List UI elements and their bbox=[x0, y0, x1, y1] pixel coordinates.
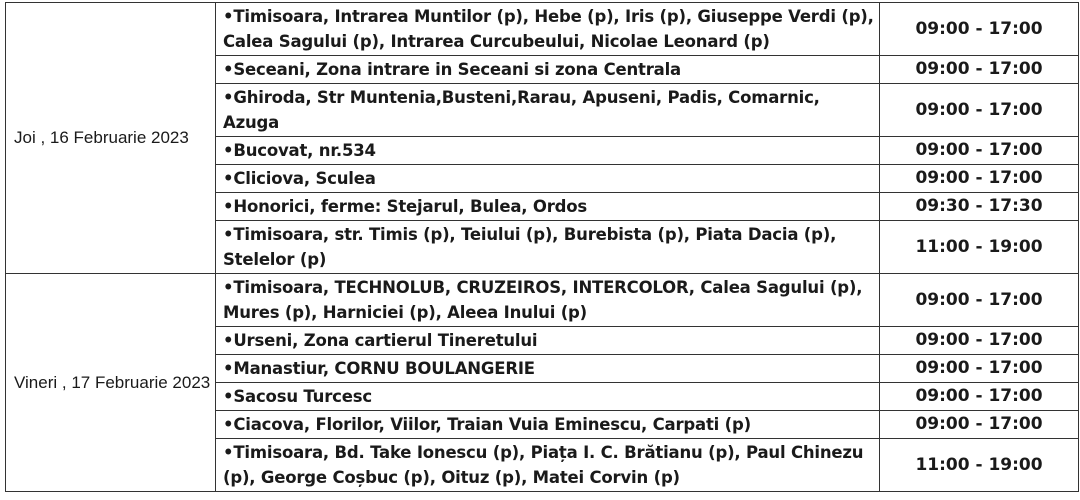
location-text: Bucovat, nr.534 bbox=[233, 141, 376, 160]
bullet: • bbox=[223, 415, 234, 434]
time-cell: 09:00 - 17:00 bbox=[880, 355, 1079, 383]
time-cell: 11:00 - 19:00 bbox=[880, 439, 1079, 492]
day-label: Joi , 16 Februarie 2023 bbox=[6, 3, 216, 274]
time-cell: 09:00 - 17:00 bbox=[880, 411, 1079, 439]
location-cell bbox=[216, 327, 880, 355]
bullet: • bbox=[223, 7, 234, 26]
table-row bbox=[6, 3, 1079, 56]
bullet: • bbox=[223, 225, 234, 244]
time-cell: 09:00 - 17:00 bbox=[880, 165, 1079, 193]
location-text: Sacosu Turcesc bbox=[233, 387, 372, 406]
bullet: • bbox=[223, 278, 234, 297]
location-cell bbox=[216, 355, 880, 383]
bullet: • bbox=[223, 197, 234, 216]
time-cell: 09:00 - 17:00 bbox=[880, 383, 1079, 411]
bullet: • bbox=[223, 60, 234, 79]
time-cell: 09:00 - 17:00 bbox=[880, 327, 1079, 355]
location-text: Honorici, ferme: Stejarul, Bulea, Ordos bbox=[233, 197, 588, 216]
time-cell: 09:30 - 17:30 bbox=[880, 193, 1079, 221]
bullet: • bbox=[223, 443, 234, 462]
location-text: Urseni, Zona cartierul Tineretului bbox=[233, 331, 538, 350]
bullet: • bbox=[223, 387, 234, 406]
location-cell bbox=[216, 221, 880, 274]
bullet: • bbox=[223, 169, 234, 188]
location-text: Timisoara, TECHNOLUB, CRUZEIROS, INTERCOLOR, Calea Sagului (p), Mures (p), Harniciei (p), Aleea Inului (p) bbox=[223, 278, 863, 322]
location-cell bbox=[216, 137, 880, 165]
time-cell: 09:00 - 17:00 bbox=[880, 84, 1079, 137]
location-cell bbox=[216, 56, 880, 84]
time-cell: 09:00 - 17:00 bbox=[880, 137, 1079, 165]
location-text: Manastiur, CORNU BOULANGERIE bbox=[233, 359, 535, 378]
outage-schedule bbox=[5, 2, 1078, 496]
time-cell: 11:00 - 19:00 bbox=[880, 221, 1079, 274]
bullet: • bbox=[223, 331, 234, 350]
location-text: Timisoara, str. Timis (p), Teiului (p), Burebista (p), Piata Dacia (p), Stelelor (p) bbox=[223, 225, 837, 269]
day-label: Vineri , 17 Februarie 2023 bbox=[6, 274, 216, 492]
location-cell bbox=[216, 84, 880, 137]
location-cell bbox=[216, 274, 880, 327]
location-cell bbox=[216, 383, 880, 411]
location-cell bbox=[216, 439, 880, 492]
time-cell: 09:00 - 17:00 bbox=[880, 56, 1079, 84]
location-text: Cliciova, Sculea bbox=[233, 169, 376, 188]
bullet: • bbox=[223, 359, 234, 378]
location-cell bbox=[216, 165, 880, 193]
location-text: Ghiroda, Str Muntenia,Busteni,Rarau, Apuseni, Padis, Comarnic, Azuga bbox=[223, 88, 820, 132]
bullet: • bbox=[223, 88, 234, 107]
time-cell: 09:00 - 17:00 bbox=[880, 274, 1079, 327]
location-text: Seceani, Zona intrare in Seceani si zona Centrala bbox=[233, 60, 681, 79]
table-row bbox=[6, 274, 1079, 327]
schedule-table bbox=[5, 2, 1079, 492]
location-cell bbox=[216, 3, 880, 56]
location-cell bbox=[216, 411, 880, 439]
location-cell bbox=[216, 193, 880, 221]
time-cell: 09:00 - 17:00 bbox=[880, 3, 1079, 56]
location-text: Timisoara, Bd. Take Ionescu (p), Piața I. C. Brătianu (p), Paul Chinezu (p), George Coșbuc (p), Oituz (p), Matei Corvin (p) bbox=[223, 443, 864, 487]
bullet: • bbox=[223, 141, 234, 160]
location-text: Timisoara, Intrarea Muntilor (p), Hebe (p), Iris (p), Giuseppe Verdi (p), Calea Sagului (p), Intrarea Curcubeului, Nicolae Leonard (p) bbox=[223, 7, 874, 51]
location-text: Ciacova, Florilor, Viilor, Traian Vuia Eminescu, Carpati (p) bbox=[233, 415, 751, 434]
